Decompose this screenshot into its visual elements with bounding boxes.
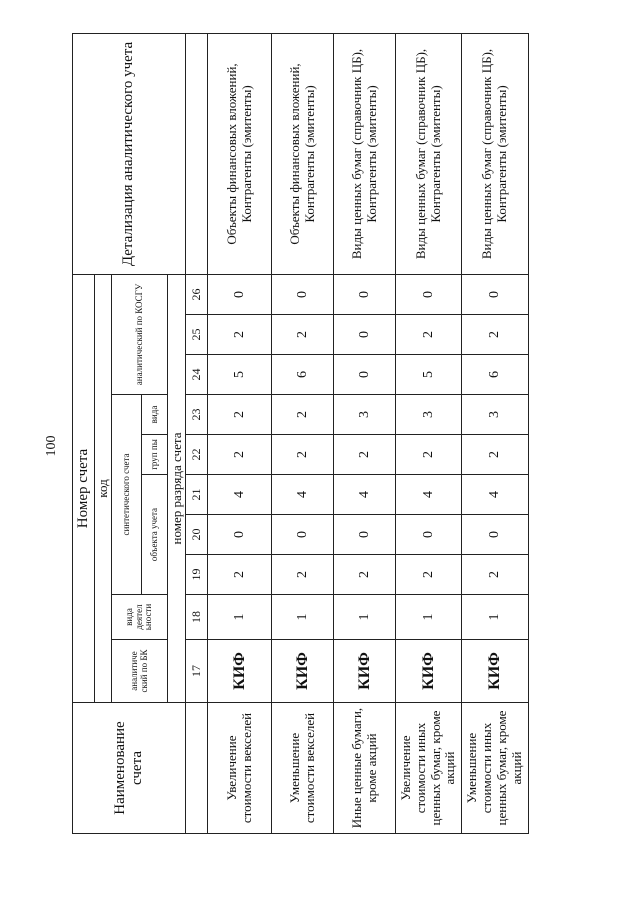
- row-value: 2: [462, 435, 529, 475]
- digit-number-header: номер разряда счета: [168, 274, 186, 702]
- row-kif: КИФ: [334, 640, 396, 703]
- table-row: [334, 33, 396, 833]
- row-detail: Виды ценных бумаг (справочник ЦБ), Контрагенты (эмитенты): [462, 33, 529, 274]
- row-value: 0: [462, 515, 529, 555]
- digit-18: 18: [186, 595, 208, 640]
- row-value: 0: [396, 274, 462, 314]
- row-kif: КИФ: [462, 640, 529, 703]
- row-value: 0: [334, 355, 396, 395]
- row-value: 2: [208, 315, 272, 355]
- code-header: код: [95, 274, 112, 702]
- row-value: 4: [396, 475, 462, 515]
- row-value: 2: [208, 395, 272, 435]
- row-kif: КИФ: [272, 640, 334, 703]
- row-value: 5: [208, 355, 272, 395]
- activity-type-header: вида деятел ьности: [112, 595, 168, 640]
- row-value: 2: [396, 435, 462, 475]
- digit-25: 25: [186, 315, 208, 355]
- analytic-bk-header: аналитиче ский по БК: [112, 640, 168, 703]
- account-object-header: объекта учета: [142, 475, 168, 595]
- kind-header: вида: [142, 395, 168, 435]
- row-value: 0: [208, 274, 272, 314]
- digit-21: 21: [186, 475, 208, 515]
- row-detail: Объекты финансовых вложений, Контрагенты (эмитенты): [208, 33, 272, 274]
- row-value: 5: [396, 355, 462, 395]
- row-value: 6: [462, 355, 529, 395]
- table-row: [396, 33, 462, 833]
- digit-26: 26: [186, 274, 208, 314]
- empty-cell: [186, 703, 208, 834]
- row-name: Увеличение стоимости векселей: [208, 703, 272, 834]
- rotated-table-wrapper: [72, 34, 527, 834]
- row-value: 2: [462, 555, 529, 595]
- digit-22: 22: [186, 435, 208, 475]
- table-row: [462, 33, 529, 833]
- row-value: 4: [334, 475, 396, 515]
- accounts-table: [72, 33, 529, 834]
- row-value: 2: [272, 435, 334, 475]
- synthetic-account-header: синтетического счета: [112, 395, 142, 595]
- analytic-kosgu-header: аналитический по КОСГУ: [112, 274, 168, 394]
- row-kif: КИФ: [208, 640, 272, 703]
- row-value: 6: [272, 355, 334, 395]
- row-value: 2: [272, 555, 334, 595]
- row-value: 2: [334, 435, 396, 475]
- row-value: 2: [208, 555, 272, 595]
- row-value: 2: [208, 435, 272, 475]
- empty-cell: [186, 33, 208, 274]
- row-value: 2: [396, 555, 462, 595]
- row-value: 0: [272, 274, 334, 314]
- row-value: 0: [462, 274, 529, 314]
- row-value: 3: [462, 395, 529, 435]
- row-value: 4: [208, 475, 272, 515]
- row-value: 2: [396, 315, 462, 355]
- row-value: 1: [334, 595, 396, 640]
- row-value: 0: [272, 515, 334, 555]
- digit-20: 20: [186, 515, 208, 555]
- row-value: 1: [396, 595, 462, 640]
- row-value: 3: [334, 395, 396, 435]
- row-detail: Объекты финансовых вложений, Контрагенты (эмитенты): [272, 33, 334, 274]
- row-value: 1: [462, 595, 529, 640]
- row-value: 2: [334, 555, 396, 595]
- digit-24: 24: [186, 355, 208, 395]
- row-name: Увеличение стоимости иных ценных бумаг, кроме акций: [396, 703, 462, 834]
- row-value: 2: [272, 395, 334, 435]
- row-value: 1: [208, 595, 272, 640]
- row-value: 0: [396, 515, 462, 555]
- digit-17: 17: [186, 640, 208, 703]
- row-name: Уменьшение стоимости векселей: [272, 703, 334, 834]
- row-value: 4: [272, 475, 334, 515]
- group-header: груп пы: [142, 435, 168, 475]
- account-name-header: Наименование счета: [73, 703, 186, 834]
- row-value: 4: [462, 475, 529, 515]
- digit-23: 23: [186, 395, 208, 435]
- page-number: 100: [44, 435, 59, 457]
- row-name: Иные ценные бумаги, кроме акций: [334, 703, 396, 834]
- row-value: 1: [272, 595, 334, 640]
- table-row: [272, 33, 334, 833]
- digit-19: 19: [186, 555, 208, 595]
- row-name: Уменьшение стоимости иных ценных бумаг, кроме акций: [462, 703, 529, 834]
- row-value: 2: [272, 315, 334, 355]
- row-value: 0: [208, 515, 272, 555]
- row-value: 3: [396, 395, 462, 435]
- row-value: 2: [462, 315, 529, 355]
- detail-header: Детализация аналитического учета: [73, 33, 186, 274]
- row-value: 0: [334, 515, 396, 555]
- account-number-header: Номер счета: [73, 274, 95, 702]
- table-row: [208, 33, 272, 833]
- row-value: 0: [334, 315, 396, 355]
- row-kif: КИФ: [396, 640, 462, 703]
- row-detail: Виды ценных бумаг (справочник ЦБ), Контрагенты (эмитенты): [396, 33, 462, 274]
- row-value: 0: [334, 274, 396, 314]
- row-detail: Виды ценных бумаг (справочник ЦБ), Контрагенты (эмитенты): [334, 33, 396, 274]
